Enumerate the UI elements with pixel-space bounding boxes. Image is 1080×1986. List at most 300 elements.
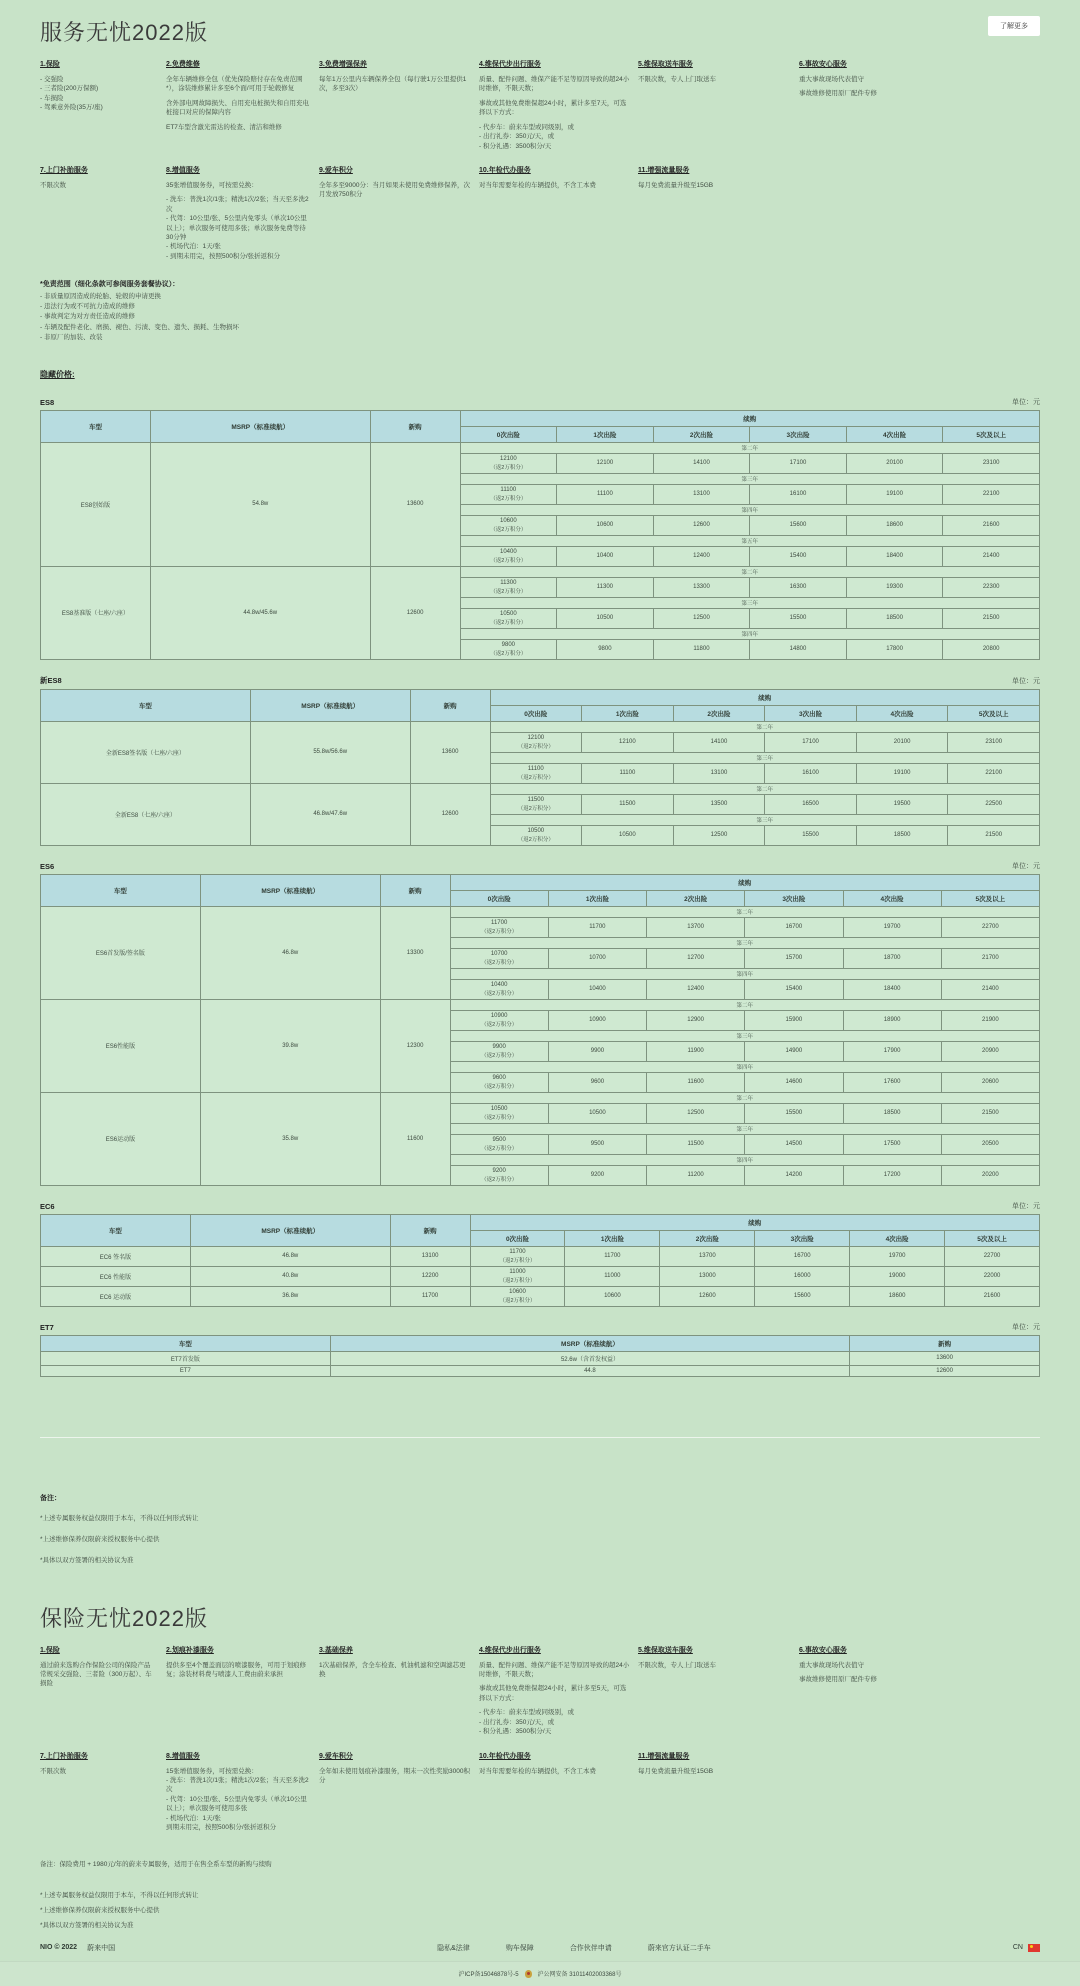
price-value: 11300 bbox=[500, 579, 517, 586]
price-value: 10600 bbox=[509, 1288, 526, 1295]
benefit-text: 对当年需要年检的车辆提供，不含工本费 bbox=[479, 1767, 596, 1775]
msrp-cell: 46.8w bbox=[190, 1246, 390, 1266]
price-value: 9600 bbox=[492, 1074, 506, 1081]
price-value: 11000 bbox=[509, 1268, 526, 1275]
renewal-price-cell bbox=[565, 1286, 660, 1306]
renewal-price-cell bbox=[856, 763, 948, 783]
price-value: 16500 bbox=[802, 801, 819, 808]
insurance-benefit-7 bbox=[40, 1751, 158, 1776]
disclaimer-line: - 车辆及配件老化、磨损、褪色、污渍、变色、遗失、损耗、生物损坏 bbox=[40, 323, 239, 331]
price-row bbox=[41, 1246, 1040, 1266]
price-tables bbox=[40, 397, 1040, 1307]
price-value: 20100 bbox=[893, 739, 911, 746]
new-price-cell: 13300 bbox=[380, 906, 450, 999]
column-header: MSRP（标准续航） bbox=[330, 1335, 849, 1351]
renewal-price-cell bbox=[460, 453, 557, 473]
price-value: 20500 bbox=[982, 1141, 999, 1148]
hidden-price-link[interactable]: 隐藏价格: bbox=[40, 369, 75, 379]
price-value: 10500 bbox=[499, 610, 517, 617]
benefit-title: 11.增强流量服务 bbox=[638, 1752, 690, 1760]
claims-count-header: 1次出险 bbox=[548, 890, 646, 906]
price-value: 20600 bbox=[982, 1079, 999, 1086]
price-value: 21900 bbox=[982, 1017, 999, 1024]
benefit-text: ET7车型含激光雷达的检查、清洁和维修 bbox=[166, 123, 282, 131]
price-value: 9900 bbox=[590, 1048, 605, 1055]
price-value: 10600 bbox=[604, 1293, 621, 1300]
price-value: 18600 bbox=[888, 1293, 906, 1300]
benefit-text: 对当年需要年检的车辆提供，不含工本费 bbox=[479, 181, 596, 189]
claims-count-header: 5次及以上 bbox=[948, 705, 1040, 721]
et7-price-table bbox=[40, 1335, 1040, 1377]
price-value: 20100 bbox=[886, 460, 903, 467]
renewal-price-cell bbox=[647, 917, 745, 937]
benefit-text: - 车损险 bbox=[40, 94, 64, 102]
price-value: 13700 bbox=[698, 1253, 716, 1260]
price-value: 11100 bbox=[527, 765, 544, 772]
claims-count-header: 0次出险 bbox=[470, 1230, 565, 1246]
price-value: 10700 bbox=[490, 950, 508, 957]
benefit-text: 到期未用完，按照500积分/张折返积分 bbox=[166, 1824, 277, 1832]
price-value: 13500 bbox=[710, 801, 728, 808]
benefit-text: 1次基础保养，含全车检查、机油机滤和空调滤芯更换 bbox=[319, 1661, 466, 1679]
renewal-price-cell bbox=[647, 979, 745, 999]
benefit-text: 含外部电网故障损失、自用充电桩损失和自用充电桩接口对应的保障内容 bbox=[166, 99, 309, 117]
benefit-text: 每月免费流量升级至15GB bbox=[638, 181, 714, 189]
renewal-price-cell bbox=[843, 1165, 941, 1185]
msrp-cell: 44.8w/45.6w bbox=[150, 566, 370, 659]
points-rebate-note: （返2万积分） bbox=[490, 588, 527, 595]
msrp-header: MSRP（标准续航） bbox=[200, 874, 380, 906]
price-value: 18400 bbox=[886, 553, 903, 560]
renewal-price-cell bbox=[750, 515, 847, 535]
renewal-price-cell bbox=[755, 1266, 850, 1286]
disclaimer-line: - 非质量原因造成的轮胎、轮毂的申请更换 bbox=[40, 293, 161, 301]
table-name: ES6 bbox=[40, 861, 55, 871]
model-cell: 全新ES8（七座/六座） bbox=[41, 783, 251, 845]
year-label-cell: 第二年 bbox=[490, 783, 1039, 794]
price-value: 18900 bbox=[883, 1017, 901, 1024]
price-value: 9900 bbox=[492, 1043, 506, 1050]
benefit-text: 不限次数 bbox=[40, 1767, 66, 1775]
benefit-title: 10.年检代办服务 bbox=[479, 166, 531, 174]
renewal-price-cell bbox=[745, 948, 843, 968]
year-label-cell: 第二年 bbox=[460, 442, 1039, 453]
price-value: 18600 bbox=[886, 522, 903, 529]
et7-table-mount bbox=[40, 1322, 1040, 1377]
price-value: 23100 bbox=[982, 460, 1000, 467]
price-table-ET7 bbox=[40, 1322, 1040, 1377]
table-name: ES8 bbox=[40, 397, 55, 407]
msrp-cell: 54.8w bbox=[150, 442, 370, 566]
footer-link[interactable]: 购车保障 bbox=[505, 1944, 534, 1952]
renewal-price-cell bbox=[647, 1010, 745, 1030]
msrp-header: MSRP（标准续航） bbox=[250, 689, 410, 721]
benefit-text: 全年如未使用划痕补漆服务，期末一次性奖励3000积分 bbox=[319, 1767, 470, 1785]
renewal-price-cell bbox=[548, 948, 646, 968]
price-value: 10500 bbox=[527, 827, 545, 834]
price-value: 11100 bbox=[619, 770, 636, 777]
model-cell: ES6性能版 bbox=[41, 999, 201, 1092]
renewal-price-cell bbox=[941, 1134, 1039, 1154]
renewal-price-cell bbox=[470, 1266, 565, 1286]
renewal-price-cell bbox=[745, 1041, 843, 1061]
price-table-ES6 bbox=[40, 861, 1040, 1186]
benefit-text: 35张增值服务券，可按需兑换： bbox=[166, 181, 258, 189]
icp-number[interactable]: 沪ICP备15046878号-5 bbox=[458, 1972, 519, 1979]
claims-count-header: 0次出险 bbox=[460, 426, 557, 442]
claims-count-header: 3次出险 bbox=[745, 890, 843, 906]
renewal-price-cell bbox=[843, 1010, 941, 1030]
language-label[interactable]: CN bbox=[1012, 1944, 1023, 1952]
renewal-price-cell bbox=[856, 794, 948, 814]
renewal-price-cell bbox=[450, 948, 548, 968]
renewal-price-cell bbox=[941, 1072, 1039, 1092]
price-value: 10400 bbox=[596, 553, 614, 560]
renewal-price-cell bbox=[660, 1286, 755, 1306]
insurance-benefit-8 bbox=[166, 1751, 311, 1833]
service-benefit-2 bbox=[166, 59, 311, 132]
renewal-price-cell bbox=[548, 1010, 646, 1030]
year-label-cell: 第三年 bbox=[450, 1123, 1039, 1134]
renewal-price-cell bbox=[843, 1072, 941, 1092]
column-header: 新购 bbox=[850, 1335, 1040, 1351]
price-value: 12600 bbox=[693, 522, 710, 529]
disclaimer-line: - 违法行为或不可抗力造成的维修 bbox=[40, 303, 135, 311]
renewal-price-cell bbox=[460, 484, 557, 504]
service-benefit-6 bbox=[799, 59, 1040, 99]
renewal-price-cell bbox=[941, 1010, 1039, 1030]
renewal-price-cell bbox=[850, 1246, 945, 1266]
benefit-title: 1.保险 bbox=[40, 61, 60, 68]
model-header: 车型 bbox=[41, 1214, 191, 1246]
table-name: EC6 bbox=[40, 1201, 55, 1211]
renewal-price-cell bbox=[846, 546, 943, 566]
benefit-text: 事故或其他免费维保超24小时，累计多至5天，可选择以下方式： bbox=[479, 1685, 627, 1702]
year-label-cell: 第二年 bbox=[460, 566, 1039, 577]
msrp-cell: 39.8w bbox=[200, 999, 380, 1092]
renewal-price-cell bbox=[548, 1134, 646, 1154]
renewal-price-cell bbox=[460, 546, 557, 566]
price-value: 12400 bbox=[693, 553, 710, 560]
price-value: 11200 bbox=[687, 1172, 704, 1179]
renewal-price-cell bbox=[846, 515, 943, 535]
benefit-text: 重大事故现场代表值守 bbox=[799, 76, 864, 83]
renewal-price-cell bbox=[548, 1041, 646, 1061]
year-label-cell: 第二年 bbox=[450, 906, 1039, 917]
price-value: 12600 bbox=[698, 1293, 716, 1300]
price-value: 12500 bbox=[693, 615, 710, 622]
renewal-price-cell bbox=[943, 608, 1040, 628]
benefit-text: 重大事故现场代表值守 bbox=[799, 1661, 864, 1669]
price-value: 16000 bbox=[793, 1273, 811, 1280]
footer-link[interactable]: 合作伙伴申请 bbox=[569, 1944, 612, 1952]
service-notes-lines bbox=[40, 1513, 1040, 1564]
renewal-price-cell bbox=[843, 948, 941, 968]
year-label-cell: 第二年 bbox=[450, 1092, 1039, 1103]
model-cell: ES6运动版 bbox=[41, 1092, 201, 1185]
renewal-price-cell bbox=[750, 484, 847, 504]
price-value: 11500 bbox=[687, 1141, 704, 1148]
price-value: 16100 bbox=[789, 491, 807, 498]
renewal-price-cell bbox=[647, 1134, 745, 1154]
benefit-title: 5.维保取送车服务 bbox=[638, 1646, 693, 1654]
disclaimer-title: *免责范围（细化条款可参阅服务套餐协议）： bbox=[40, 281, 180, 289]
renewal-price-cell bbox=[765, 732, 857, 752]
benefit-text: 不限次数 bbox=[40, 181, 66, 189]
renewal-price-cell bbox=[941, 948, 1039, 968]
renewal-price-cell bbox=[856, 825, 948, 845]
benefit-text: 事故或其他免费维保超24小时，累计多至7天，可选择以下方式： bbox=[479, 99, 627, 117]
renewal-price-cell bbox=[450, 917, 548, 937]
model-cell: EC6 运动版 bbox=[41, 1286, 191, 1306]
price-value: 17900 bbox=[883, 1048, 901, 1055]
renewal-price-cell bbox=[948, 794, 1040, 814]
price-value: 16100 bbox=[802, 770, 819, 777]
price-value: 12100 bbox=[527, 734, 545, 741]
benefit-title: 1.保险 bbox=[40, 1646, 60, 1654]
police-number[interactable]: 沪公网安备 31011402003368号 bbox=[537, 1972, 622, 1979]
renewal-price-cell bbox=[943, 639, 1040, 659]
page-footer bbox=[0, 1935, 1080, 1986]
year-label-cell: 第四年 bbox=[450, 1061, 1039, 1072]
disclaimer-lines bbox=[40, 292, 1040, 342]
benefit-title: 7.上门补胎服务 bbox=[40, 1752, 88, 1760]
price-value: 9200 bbox=[590, 1172, 605, 1179]
price-value: 16700 bbox=[793, 1253, 811, 1260]
renewal-price-cell bbox=[653, 608, 750, 628]
price-value: 10400 bbox=[589, 986, 606, 993]
msrp-cell: 46.8w bbox=[200, 906, 380, 999]
msrp-cell: 35.8w bbox=[200, 1092, 380, 1185]
msrp-cell: 52.6w（含首发权益） bbox=[330, 1351, 849, 1365]
benefit-title: 8.增值服务 bbox=[166, 1752, 200, 1760]
price-value: 10700 bbox=[589, 955, 606, 962]
new-price-cell: 13100 bbox=[390, 1246, 470, 1266]
price-value: 17100 bbox=[789, 460, 807, 467]
benefit-title: 3.基础保养 bbox=[319, 1646, 353, 1654]
renewal-price-cell bbox=[943, 515, 1040, 535]
renewal-price-cell bbox=[582, 794, 674, 814]
claims-count-header: 0次出险 bbox=[450, 890, 548, 906]
benefit-text: - 到期未用完，按照500积分/张折返积分 bbox=[166, 252, 281, 260]
renewal-price-cell bbox=[945, 1246, 1040, 1266]
price-value: 14100 bbox=[693, 460, 710, 467]
price-value: 14200 bbox=[785, 1172, 803, 1179]
price-value: 19700 bbox=[888, 1253, 906, 1260]
benefit-text: - 交强险 bbox=[40, 76, 64, 83]
price-value: 11300 bbox=[596, 584, 614, 591]
footer-brand-cn: 蔚来中国 bbox=[87, 1944, 116, 1952]
claims-count-header: 1次出险 bbox=[557, 426, 654, 442]
benefit-text: 质量、配件问题、维保产能不足等原因导致的超24小时维修，不限天数； bbox=[479, 1661, 630, 1679]
points-rebate-note: （返2万积分） bbox=[499, 1277, 536, 1284]
price-table bbox=[40, 874, 1040, 1186]
benefit-title: 6.事故安心服务 bbox=[799, 61, 847, 68]
renewal-header: 续购 bbox=[490, 689, 1039, 705]
price-value: 12100 bbox=[619, 739, 636, 746]
renewal-price-cell bbox=[843, 1134, 941, 1154]
new-price-cell: 12300 bbox=[380, 999, 450, 1092]
service-title: 服务无忧2022版 bbox=[40, 20, 208, 45]
service-benefit-8 bbox=[166, 165, 311, 261]
claims-count-header: 5次及以上 bbox=[943, 426, 1040, 442]
benefit-text: 全年多至9000分：当月如果未使用免费维修保养，次月发放750积分 bbox=[319, 181, 470, 199]
benefit-title: 10.年检代办服务 bbox=[479, 1752, 531, 1760]
claims-count-header: 4次出险 bbox=[856, 705, 948, 721]
benefit-title: 6.事故安心服务 bbox=[799, 1646, 847, 1654]
renewal-price-cell bbox=[460, 515, 557, 535]
service-benefit-4 bbox=[479, 59, 630, 151]
price-value: 19500 bbox=[893, 801, 911, 808]
benefit-text: - 洗车：普洗1次/1张；精洗1次/2张；当天至多洗2次 bbox=[166, 1777, 309, 1794]
price-value: 22700 bbox=[983, 1253, 1001, 1260]
renewal-price-cell bbox=[755, 1286, 850, 1306]
service-benefit-7 bbox=[40, 165, 158, 190]
footer-locale bbox=[1013, 1944, 1040, 1952]
price-value: 19300 bbox=[886, 584, 903, 591]
renewal-price-cell bbox=[846, 639, 943, 659]
renewal-price-cell bbox=[557, 577, 654, 597]
price-value: 23100 bbox=[985, 739, 1003, 746]
price-value: 21500 bbox=[982, 615, 1000, 622]
benefit-title: 5.维保取送车服务 bbox=[638, 61, 693, 68]
year-label-cell: 第四年 bbox=[460, 504, 1039, 515]
price-value: 12100 bbox=[499, 455, 517, 462]
service-notes-title: 备注： bbox=[40, 1494, 61, 1502]
price-value: 17600 bbox=[883, 1079, 901, 1086]
price-value: 9600 bbox=[590, 1079, 605, 1086]
renewal-price-cell bbox=[653, 546, 750, 566]
renewal-price-cell bbox=[647, 1165, 745, 1185]
benefit-text: 提供多至4个覆盖面层的喷漆服务，可用于划痕修复；涂装材料费与喷漆人工费由蔚来承担 bbox=[166, 1661, 307, 1679]
service-benefit-9 bbox=[319, 165, 471, 200]
benefit-title: 4.维保代步出行服务 bbox=[479, 1646, 541, 1654]
price-value: 14900 bbox=[785, 1048, 803, 1055]
renewal-price-cell bbox=[945, 1266, 1040, 1286]
points-rebate-note: （返2万积分） bbox=[499, 1257, 536, 1264]
learn-more-button[interactable]: 了解更多 bbox=[988, 16, 1040, 36]
insurance-benefit-6 bbox=[799, 1645, 1040, 1685]
benefit-text: - 驾乘意外险(35万/座) bbox=[40, 104, 103, 112]
renewal-price-cell bbox=[647, 1041, 745, 1061]
renewal-price-cell bbox=[557, 453, 654, 473]
benefit-text: - 机场代泊：1天/张 bbox=[166, 1814, 221, 1822]
table-name: 新ES8 bbox=[40, 675, 62, 685]
price-value: 18400 bbox=[883, 986, 901, 993]
msrp-cell: 44.8 bbox=[330, 1365, 849, 1376]
renewal-price-cell bbox=[673, 825, 765, 845]
price-value: 21600 bbox=[982, 522, 1000, 529]
points-rebate-note: （返2万积分） bbox=[481, 1021, 518, 1028]
year-label-cell: 第五年 bbox=[460, 535, 1039, 546]
service-section bbox=[40, 16, 1040, 1564]
price-value: 11700 bbox=[491, 919, 508, 926]
year-label-cell: 第三年 bbox=[490, 814, 1039, 825]
benefit-text: 通过蔚来选购合作保险公司的保险产品 bbox=[40, 1661, 151, 1669]
price-value: 22700 bbox=[982, 924, 999, 931]
benefit-text: - 出行礼券：350元/天，或 bbox=[479, 133, 555, 141]
renewal-price-cell bbox=[750, 546, 847, 566]
benefit-title: 4.维保代步出行服务 bbox=[479, 61, 541, 68]
renewal-header: 续购 bbox=[460, 410, 1039, 426]
year-label-cell: 第三年 bbox=[450, 1030, 1039, 1041]
price-value: 21500 bbox=[982, 1110, 999, 1117]
footer-link[interactable]: 隐私&法律 bbox=[437, 1944, 470, 1952]
model-cell: EC6 签名版 bbox=[41, 1246, 191, 1266]
new-price-cell: 13600 bbox=[370, 442, 460, 566]
insurance-benefit-1 bbox=[40, 1645, 158, 1689]
new-price-cell: 13600 bbox=[410, 721, 490, 783]
renewal-price-cell bbox=[755, 1246, 850, 1266]
benefit-text: - 代驾：10公里/张、5公里内免零头（单次10公里以上）；单次服务可使用多张；单次服务免费等待30分钟 bbox=[166, 215, 307, 242]
benefit-text: 15张增值服务券，可按需兑换： bbox=[166, 1767, 258, 1775]
year-label-cell: 第三年 bbox=[460, 597, 1039, 608]
renewal-price-cell bbox=[673, 732, 765, 752]
renewal-price-cell bbox=[582, 825, 674, 845]
price-value: 10500 bbox=[596, 615, 614, 622]
year-label-cell: 第二年 bbox=[490, 721, 1039, 732]
renewal-price-cell bbox=[490, 794, 582, 814]
price-value: 12400 bbox=[687, 986, 704, 993]
points-rebate-note: （返2万积分） bbox=[481, 990, 518, 997]
price-value: 10900 bbox=[490, 1012, 508, 1019]
renewal-price-cell bbox=[557, 608, 654, 628]
benefit-text: 不限次数，专人上门取送车 bbox=[638, 1661, 716, 1669]
price-table bbox=[40, 410, 1040, 660]
price-value: 10500 bbox=[589, 1110, 606, 1117]
renewal-price-cell bbox=[490, 825, 582, 845]
price-value: 10400 bbox=[499, 548, 517, 555]
renewal-price-cell bbox=[557, 546, 654, 566]
note-line: *上述专属服务权益仅限用于本车，不得以任何形式转让 bbox=[40, 1514, 199, 1522]
benefit-text: 全年车辆维修全包（优先保险赔付存在免责范围*），涂装维修累计多至6个面/可用于轮毂修复 bbox=[166, 76, 303, 93]
model-header: 车型 bbox=[41, 410, 151, 442]
footer-link[interactable]: 蔚来官方认证二手车 bbox=[647, 1944, 711, 1952]
insurance-title: 保险无忧2022版 bbox=[40, 1605, 208, 1631]
new-price-cell: 13600 bbox=[850, 1351, 1040, 1365]
benefit-text: 不限次数，专人上门取送车 bbox=[638, 76, 716, 83]
renewal-price-cell bbox=[745, 979, 843, 999]
model-cell: ET7首发版 bbox=[41, 1351, 331, 1365]
section-divider bbox=[40, 1437, 1040, 1438]
points-rebate-note: （返2万积分） bbox=[517, 743, 554, 750]
claims-count-header: 3次出险 bbox=[765, 705, 857, 721]
price-value: 11500 bbox=[619, 801, 636, 808]
benefit-title: 2.免费维修 bbox=[166, 61, 200, 68]
model-cell: ES6首发版/签名版 bbox=[41, 906, 201, 999]
benefit-text: 每年1万公里内车辆保养全包（每行驶1万公里提供1次，多至3次） bbox=[319, 76, 467, 93]
points-rebate-note: （返2万积分） bbox=[481, 1176, 518, 1183]
price-value: 11700 bbox=[589, 924, 606, 931]
renewal-price-cell bbox=[846, 453, 943, 473]
model-cell: ES8基准版（七座/六座） bbox=[41, 566, 151, 659]
exemption-disclaimer bbox=[40, 279, 1040, 342]
points-rebate-note: （返2万积分） bbox=[481, 959, 518, 966]
benefit-text: - 洗车：普洗1次/1张；精洗1次/2张；当天至多洗2次 bbox=[166, 196, 309, 213]
renewal-price-cell bbox=[843, 1041, 941, 1061]
price-value: 15700 bbox=[785, 955, 803, 962]
price-value: 9500 bbox=[590, 1141, 605, 1148]
renewal-price-cell bbox=[850, 1266, 945, 1286]
price-value: 18500 bbox=[893, 832, 911, 839]
renewal-price-cell bbox=[557, 515, 654, 535]
price-value: 11600 bbox=[687, 1079, 704, 1086]
price-value: 17500 bbox=[883, 1141, 901, 1148]
price-value: 21700 bbox=[982, 955, 999, 962]
renewal-price-cell bbox=[843, 979, 941, 999]
renewal-price-cell bbox=[945, 1286, 1040, 1306]
price-value: 18500 bbox=[886, 615, 903, 622]
